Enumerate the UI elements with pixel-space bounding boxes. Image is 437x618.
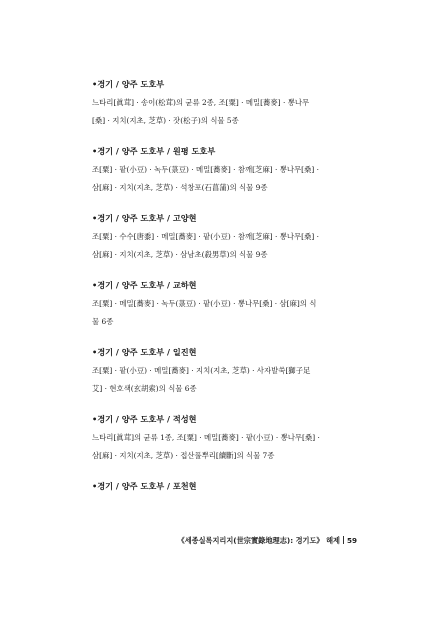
entry-heading: •경기 / 양주 도호부 <box>92 79 165 89</box>
entry-goyang <box>92 212 362 261</box>
entry-text-line: 조[粟] · 메밀[蕎麥] · 녹두(菉豆) · 팥(小豆) · 뽕나무[桑] · 삼[麻]의 식 <box>92 299 317 308</box>
entry-text-line: 삼[麻] · 지치(지초, 芝草) · 석창포(石菖蒲)의 식물 9종 <box>92 183 268 192</box>
entry-jeokseong <box>92 413 362 462</box>
entry-text-line: 艾] · 현호색(玄胡索)의 식물 6종 <box>92 384 197 393</box>
entry-text-line: 삼[麻] · 지치(지초, 芝草) · 삼남초(殺男草)의 식물 9종 <box>92 250 268 259</box>
entry-text-line: 물 6종 <box>92 317 114 326</box>
entry-text-line: 삼[麻] · 지치(지초, 芝草) · 접산풀뿌리[續斷]의 식물 7종 <box>92 451 275 460</box>
entry-gyoha <box>92 279 362 328</box>
entry-text-line: 조[粟] · 팥(小豆) · 녹두(菉豆) · 메밀[蕎麥] · 참깨[芝麻] · 뽕나무[桑] · <box>92 165 319 174</box>
entry-wonpyeong <box>92 145 362 194</box>
entry-heading: •경기 / 양주 도호부 / 적성현 <box>92 414 197 424</box>
entry-heading: •경기 / 양주 도호부 / 고양현 <box>92 213 197 223</box>
entry-text-line: 조[粟] · 수수[唐黍] · 메밀[蕎麥] · 팥(小豆) · 참깨[芝麻] · 뽕나무[桑] · <box>92 232 319 241</box>
entry-text-line: 느타리[眞茸] · 송이(松茸)의 균류 2종, 조[粟] · 메밀[蕎麥] · 뽕나무 <box>92 98 310 107</box>
entry-yangju <box>92 78 362 127</box>
entry-text-line: 조[粟] · 팥(小豆) · 메밀[蕎麥] · 지치(지초, 芝草) · 사자발쑥[獅子足 <box>92 366 311 375</box>
footer-divider <box>343 536 344 544</box>
entry-heading: •경기 / 양주 도호부 / 원평 도호부 <box>92 146 216 156</box>
document-body <box>92 78 362 510</box>
entry-text-line: [桑] · 지치(지초, 芝草) · 잣(松子)의 식물 5종 <box>92 116 239 125</box>
entry-heading: •경기 / 양주 도호부 / 일진현 <box>92 347 197 357</box>
running-title: 《세종실록지리지(世宗實錄地理志): 경기도》 해제 <box>177 536 340 545</box>
entry-iljin <box>92 346 362 395</box>
page-number: 59 <box>346 536 357 545</box>
entry-heading: •경기 / 양주 도호부 / 교하현 <box>92 280 197 290</box>
entry-text-line: 느타리[眞茸]의 균류 1종, 조[粟] · 메밀[蕎麥] · 팥(小豆) · 뽕나무[桑] · <box>92 433 320 442</box>
entry-heading: •경기 / 양주 도호부 / 포천현 <box>92 481 197 491</box>
page-footer <box>178 536 357 546</box>
entry-pocheon <box>92 480 362 492</box>
